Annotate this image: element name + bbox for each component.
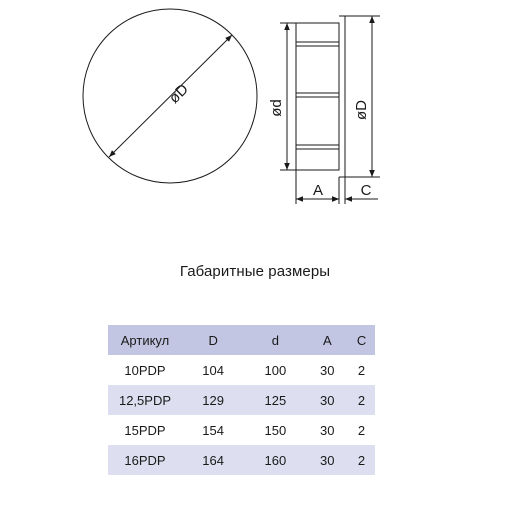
cell-C: 2 (357, 452, 366, 468)
table-row (108, 385, 375, 415)
cell-d: 150 (264, 422, 287, 438)
column-header-article: Артикул (120, 332, 170, 348)
outer-diameter-label: øD (353, 100, 370, 120)
table-row (108, 445, 375, 475)
cell-D: 104 (202, 362, 224, 378)
front-view (83, 9, 257, 183)
cell-d: 125 (264, 392, 287, 408)
column-header-d: d (271, 332, 280, 348)
column-header-D: D (208, 332, 218, 348)
column-header-A: A (322, 332, 332, 348)
cell-D: 164 (202, 452, 224, 468)
cell-D: 154 (202, 422, 224, 438)
cell-D: 129 (202, 392, 224, 408)
cell-article: 12,5PDP (118, 392, 172, 408)
cell-article: 10PDP (124, 362, 166, 378)
cell-A: 30 (320, 362, 335, 378)
cell-C: 2 (357, 392, 366, 408)
section-title: Габаритные размеры (179, 263, 331, 280)
flange-label: C (360, 182, 372, 199)
table-row (108, 355, 375, 385)
depth-label: A (312, 182, 324, 199)
cell-C: 2 (357, 362, 366, 378)
cell-article: 15PDP (124, 422, 166, 438)
inner-diameter-label: ød (268, 99, 285, 117)
table-row (108, 415, 375, 445)
cell-A: 30 (320, 392, 335, 408)
cell-d: 160 (264, 452, 287, 468)
column-header-C: C (356, 332, 367, 348)
cell-article: 16PDP (124, 452, 166, 468)
table-header-row (108, 325, 375, 355)
circle-diameter-label: øD (165, 80, 192, 107)
cell-A: 30 (320, 422, 335, 438)
dimensions-table (108, 325, 375, 475)
cell-C: 2 (357, 422, 366, 438)
flange-outline (339, 16, 345, 177)
cell-d: 100 (264, 362, 287, 378)
cell-A: 30 (320, 452, 335, 468)
